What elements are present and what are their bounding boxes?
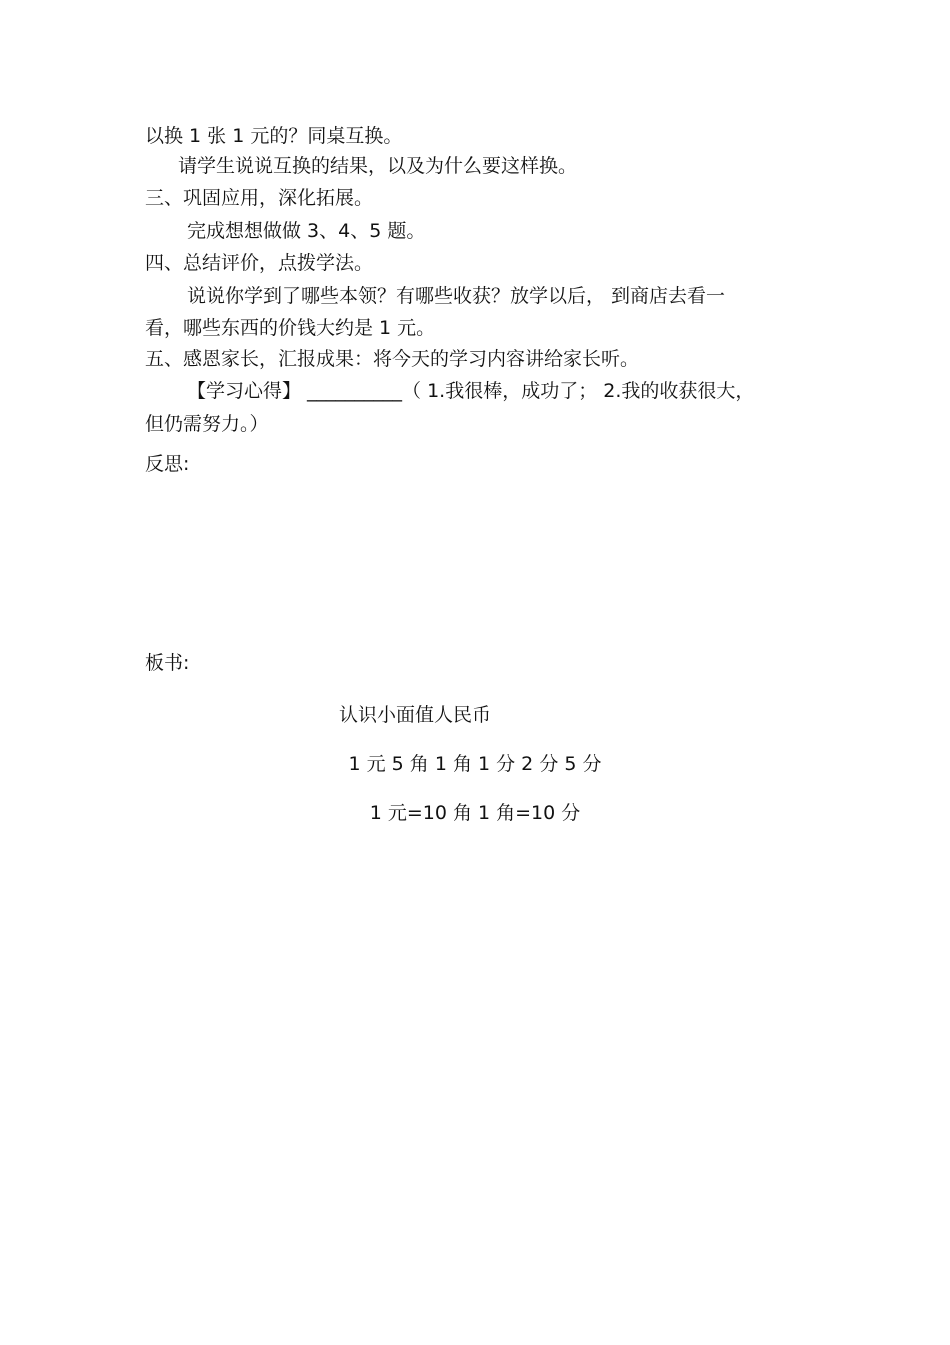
- text-line: 但仍需努力。）: [145, 413, 269, 435]
- learning-reflection-line: 【学习心得】 __________（ 1.我很棒，成功了； 2.我的收获很大，: [187, 380, 755, 402]
- board-units-line: 1 元 5 角 1 角 1 分 2 分 5 分: [348, 753, 602, 775]
- text-line: 以换 1 张 1 元的？同桌互换。: [145, 125, 403, 147]
- text-line: 请学生说说互换的结果，以及为什么要这样换。: [178, 155, 578, 177]
- board-label: 板书:: [145, 652, 190, 674]
- reflection-label: 反思:: [145, 453, 190, 475]
- text-line: 说说你学到了哪些本领？有哪些收获？放学以后， 到商店去看一: [187, 285, 726, 307]
- section-heading: 三、巩固应用，深化拓展。: [145, 187, 374, 209]
- board-title: 认识小面值人民币: [338, 704, 491, 726]
- section-heading: 五、感恩家长，汇报成果：将今天的学习内容讲给家长听。: [145, 348, 640, 370]
- text-line: 完成想想做做 3、4、5 题。: [187, 220, 426, 242]
- section-heading: 四、总结评价，点拨学法。: [145, 252, 374, 274]
- board-conversion-line: 1 元=10 角 1 角=10 分: [369, 802, 581, 824]
- text-line: 看，哪些东西的价钱大约是 1 元。: [145, 317, 436, 339]
